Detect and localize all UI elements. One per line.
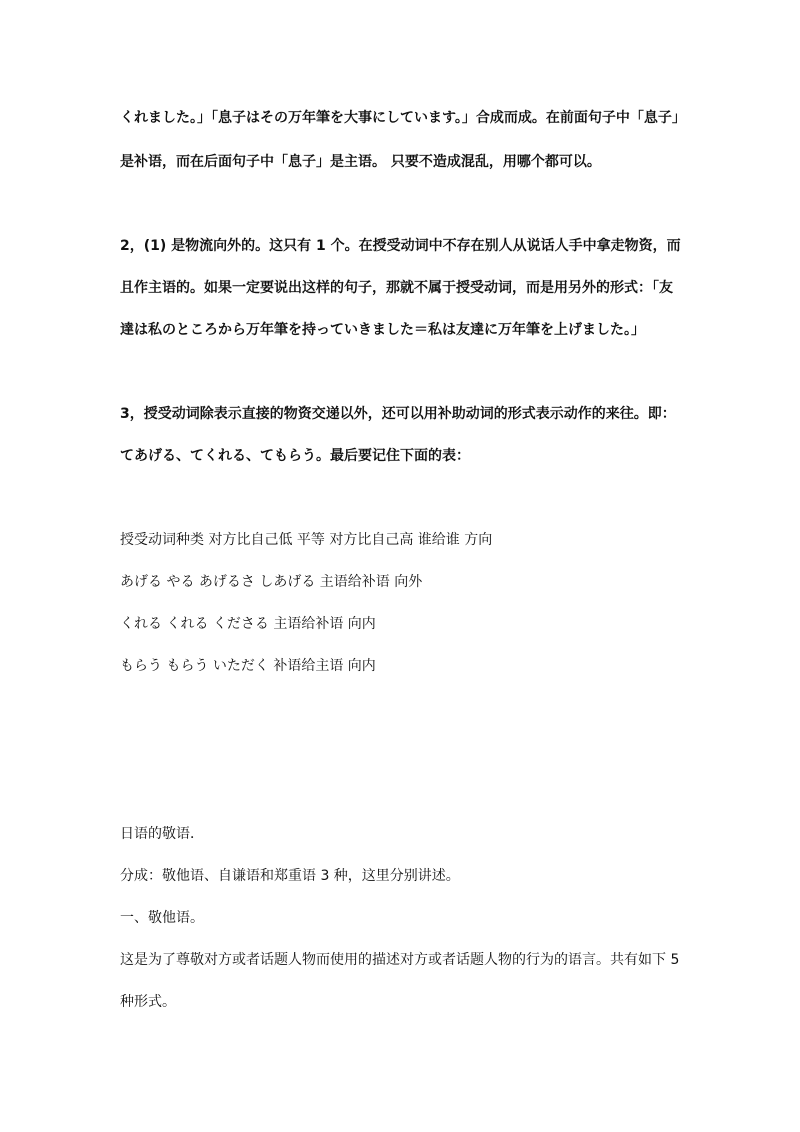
paragraph-line: 且作主语的。如果一定要说出这样的句子，那就不属于授受动词，而是用另外的形式：「友 [120,280,673,296]
table-row: もらう もらう いただく 补语给主语 向内 [120,658,376,674]
paragraph-line: 分成：敬他语、自谦语和郑重语 3 种，这里分别讲述。 [120,868,460,884]
paragraph-line: 种形式。 [120,994,176,1010]
table-row: くれる くれる くださる 主语给补语 向内 [120,616,376,632]
paragraph-line: 这是为了尊敬对方或者话题人物而使用的描述对方或者话题人物的行为的语言。共有如下 5 [120,952,680,968]
section-title: 日语的敬语． [120,826,204,842]
paragraph-line: てあげる、てくれる、てもらう。最后要记住下面的表： [120,448,470,464]
paragraph-line: 3，授受动词除表示直接的物资交递以外，还可以用补助动词的形式表示动作的来往。即： [120,406,676,422]
paragraph-line: くれました。」「息子はその万年筆を大事にしています。」合成而成。在前面句子中「息子」 [120,110,686,126]
section-heading: 一、敬他语。 [120,910,204,926]
table-row: あげる やる あげるさ しあげる 主语给补语 向外 [120,574,423,590]
table-header-row: 授受动词种类 对方比自己低 平等 对方比自己高 谁给谁 方向 [120,532,493,548]
paragraph-line: 是补语，而在后面句子中「息子」是主语。 只要不造成混乱，用哪个都可以。 [120,154,601,170]
paragraph-line: 達は私のところから万年筆を持っていきました＝私は友達に万年筆を上げました。」 [120,322,645,338]
paragraph-line: 2，(1) 是物流向外的。这只有 1 个。在授受动词中不存在别人从说话人手中拿走物资，而 [120,238,681,254]
